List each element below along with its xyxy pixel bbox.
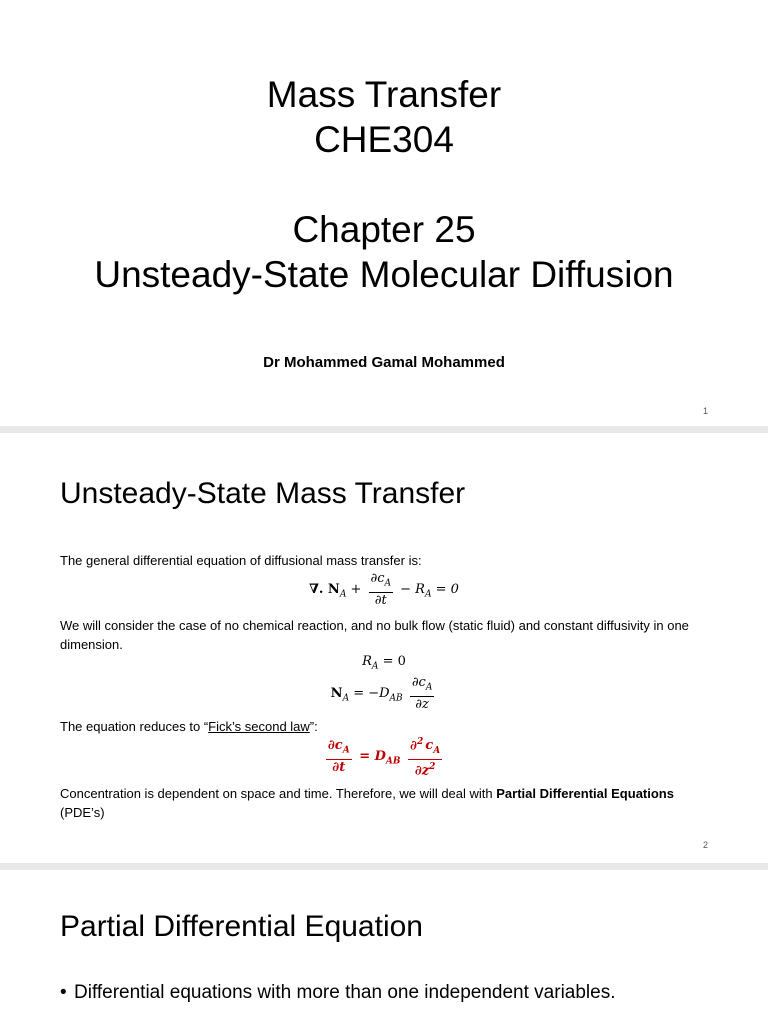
slide-title: Unsteady-State Mass Transfer (60, 477, 466, 510)
eq-d-sub: AB (389, 693, 403, 704)
eq-sub: A (339, 589, 347, 600)
slide-divider (0, 863, 768, 870)
eq-lhs: ∇. N (309, 581, 340, 597)
eq-fraction: $\frac{\partial c_A}{\partial t}$ (327, 738, 350, 775)
slide-1 (0, 0, 768, 426)
title-line: Chapter 25 (292, 209, 476, 250)
eq-r: R (362, 654, 372, 669)
eq-d: = D (359, 749, 386, 765)
page-number: 1 (702, 406, 708, 416)
conc-suffix: (PDE’s) (60, 805, 105, 820)
eq-num: ∂c (327, 738, 343, 754)
slide-divider (0, 426, 768, 433)
ficks-second-law-equation (0, 735, 768, 778)
title-line: CHE304 (314, 119, 454, 160)
page-number: 2 (702, 840, 708, 850)
reduces-suffix: ”: (309, 719, 318, 734)
reduces-text (60, 717, 720, 736)
eq-den: ∂z (415, 696, 429, 712)
conc-bold: Partial Differential (496, 786, 608, 801)
eq-plus: + (350, 581, 362, 597)
eq-fraction: $\frac{\partial c_A}{\partial z}$ (411, 675, 433, 712)
title-line: Unsteady-State Molecular Diffusion (94, 254, 674, 295)
slide-3 (0, 870, 768, 1024)
assumption-text: We will consider the case of no chemical reaction, and no bulk flow (static fluid) and constant diffusivity in one dimension. (60, 618, 689, 652)
eq-den: ∂t (374, 592, 387, 608)
bullet-item (60, 982, 616, 1004)
eq-fraction: $\frac{\partial^2 c_A}{\partial z^2}$ (410, 737, 441, 779)
intro-text: The general differential equation of diffusional mass transfer is: (60, 553, 422, 568)
eq-num: ∂ (410, 738, 417, 754)
eq-num: ∂c (370, 571, 385, 586)
slide-title: Partial Differential Equation (60, 910, 423, 943)
ficks-law-link[interactable]: Fick’s second law (208, 719, 310, 734)
eq-den: ∂z (414, 763, 430, 779)
eq-c: c (425, 738, 434, 754)
title-block (0, 72, 768, 297)
bullet-symbol: • (60, 982, 67, 1003)
eq-sup: 2 (417, 737, 424, 747)
eq-fraction: $\frac{\partial c_A}{\partial t}$ (370, 571, 392, 608)
reaction-equation: $R_A = 0$ (362, 654, 406, 672)
eq-d: = −D (353, 685, 390, 701)
eq-minus: − R (400, 581, 425, 597)
title-line: Mass Transfer (266, 74, 502, 115)
slide-2 (0, 433, 768, 863)
author: Dr Mohammed Gamal Mohammed (263, 354, 505, 371)
flux-equation: $N_A = -D_{AB}$ $\frac{\partial c_A}{\partial z}$ (330, 675, 433, 712)
bullet-text: Differential equations with more than one independent variables. (74, 982, 616, 1003)
eq-num: ∂c (411, 675, 426, 690)
concentration-text (60, 784, 720, 822)
title-spacer (0, 162, 768, 207)
eq-sup: 2 (429, 761, 436, 772)
eq-n: N (330, 685, 343, 701)
eq-den: ∂t (332, 759, 346, 775)
conc-prefix: Concentration is dependent on space and time. Therefore, we will deal with (60, 786, 497, 801)
eq-r-rest: = 0 (382, 654, 406, 669)
general-equation: ∇. $N_A$ + $\frac{\partial c_A}{\partial t}$ − $R_A = 0$ (309, 571, 459, 608)
conc-bold: Equations (611, 786, 674, 801)
eq-equals: = 0 (435, 581, 459, 597)
reduces-prefix: The equation reduces to “ (60, 719, 209, 734)
eq-d-sub: AB (385, 756, 401, 767)
